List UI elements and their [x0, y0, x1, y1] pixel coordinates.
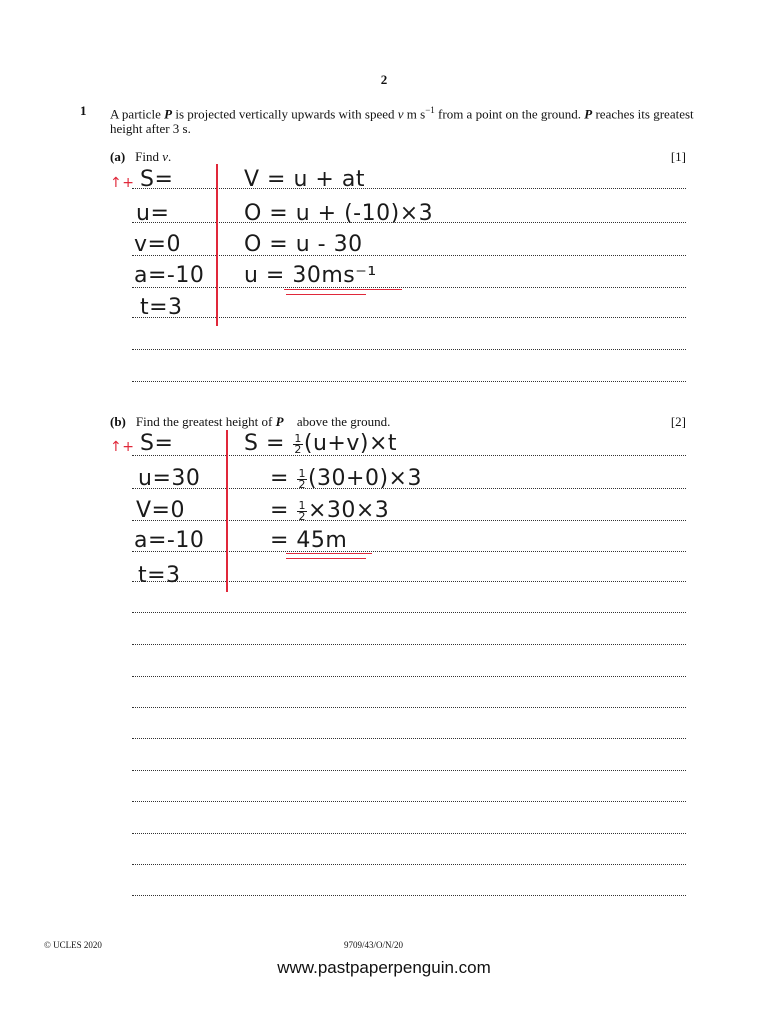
copyright: © UCLES 2020 [44, 940, 102, 950]
handwritten-equation: V = u + at [244, 167, 365, 192]
answer-line [132, 612, 686, 613]
upward-positive-arrow: ↑+ [110, 439, 135, 455]
answer-line [132, 551, 686, 552]
working-divider [226, 430, 228, 592]
working-divider [216, 164, 218, 326]
answer-line [132, 644, 686, 645]
question-text: A particle P is projected vertically upwards with speed v m $s^{-1}$ from a point on the ground. P reaches its greatest height after 3 s. [110, 105, 694, 137]
handwritten-answer: = 45m [270, 528, 348, 553]
handwritten-equation: = $\frac{1}{2}$ ×30×3 [270, 498, 390, 523]
handwritten-equation: O = u - 30 [244, 232, 363, 257]
handwritten-equation: = $\frac{1}{2}$ (30+0)×3 [270, 466, 422, 491]
answer-line [132, 738, 686, 739]
part-b-prompt: (b) Find the greatest height of P above the ground. [110, 414, 391, 429]
answer-line [132, 520, 686, 521]
handwritten-var: a=-10 [134, 263, 205, 288]
answer-line [132, 864, 686, 865]
answer-line [132, 455, 686, 456]
page-number: 2 [380, 72, 388, 87]
handwritten-var: u= [136, 201, 170, 226]
question-number: 1 [80, 103, 87, 118]
half-fraction: $\frac{1}{2}$ [298, 498, 306, 523]
answer-line [132, 770, 686, 771]
handwritten-var: u=30 [138, 466, 201, 491]
part-a-prompt: (a) Find v. [110, 149, 172, 164]
answer-line [132, 833, 686, 834]
answer-underline [286, 553, 372, 554]
answer-line [132, 707, 686, 708]
answer-line [132, 801, 686, 802]
handwritten-var: S= [140, 431, 174, 456]
half-fraction: $\frac{1}{2}$ [298, 466, 306, 491]
handwritten-var: S= [140, 167, 174, 192]
handwritten-var: t=3 [138, 563, 181, 588]
answer-underline [284, 289, 402, 290]
upward-positive-arrow: ↑+ [110, 175, 135, 191]
answer-line [132, 349, 686, 350]
handwritten-equation: S = $\frac{1}{2}$ (u+v)×t [244, 431, 398, 456]
handwritten-equation: O = u + (-10)×3 [244, 201, 434, 226]
website-link[interactable]: www.pastpaperpenguin.com [277, 958, 491, 977]
handwritten-var: V=0 [136, 498, 185, 523]
answer-line [132, 676, 686, 677]
answer-line [132, 895, 686, 896]
handwritten-var: t=3 [140, 295, 183, 320]
handwritten-answer: u = 30ms⁻¹ [244, 263, 377, 288]
handwritten-var: v=0 [134, 232, 181, 257]
answer-underline [286, 558, 366, 559]
half-fraction: $\frac{1}{2}$ [294, 431, 302, 456]
part-b-marks: [2] [670, 414, 686, 429]
answer-line [132, 581, 686, 582]
handwritten-var: a=-10 [134, 528, 205, 553]
paper-code: 9709/43/O/N/20 [344, 940, 404, 950]
part-a-marks: [1] [670, 149, 686, 164]
answer-line [132, 381, 686, 382]
answer-underline [286, 294, 366, 295]
